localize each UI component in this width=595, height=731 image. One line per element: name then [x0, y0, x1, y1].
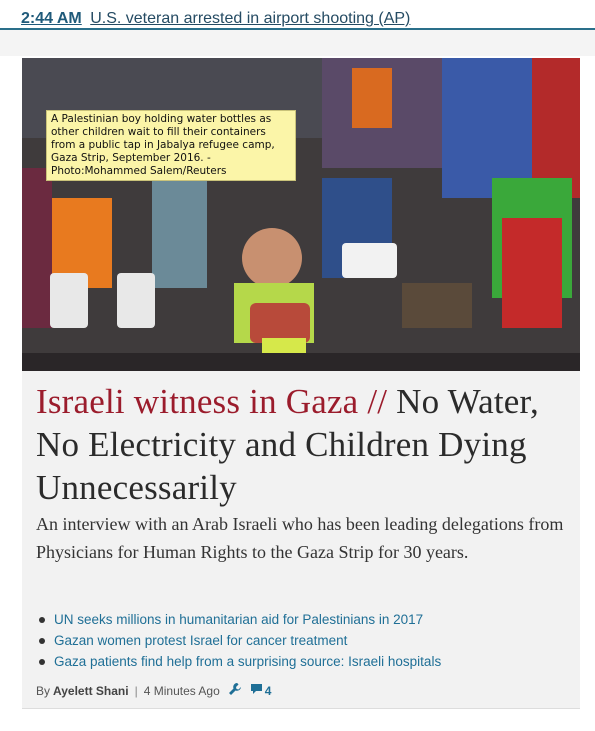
related-link-text[interactable]: Gaza patients find help from a surprising source: Israeli hospitals [54, 654, 442, 669]
byline-prefix: By [36, 683, 51, 698]
related-link[interactable] [36, 630, 441, 651]
comment-count[interactable]: 4 [264, 683, 272, 698]
related-links-list [36, 609, 441, 672]
related-link[interactable] [36, 609, 441, 630]
card-divider [22, 708, 580, 709]
headline-title[interactable]: No Water, No Electricity and Children Dying Unnecessarily [36, 382, 539, 507]
byline-separator: | [134, 683, 138, 698]
ticker-time[interactable]: 2:44 AM [21, 10, 82, 27]
news-ticker [0, 0, 595, 30]
photo-caption: A Palestinian boy holding water bottles as other children wait to fill their containers from a public tap in Jabalya refugee camp, Gaza Strip, September 2016. - Photo:Mohammed Salem/Reuters [46, 110, 296, 181]
article-card [22, 58, 580, 708]
article-headline[interactable] [36, 380, 576, 509]
ticker-spacer [0, 30, 595, 56]
related-link-text[interactable]: Gazan women protest Israel for cancer treatment [54, 633, 348, 648]
author-link[interactable]: Ayelett Shani [53, 683, 129, 698]
speech-bubble-icon[interactable] [250, 683, 263, 698]
bullet-icon [39, 638, 45, 644]
ticker-headline-link[interactable]: U.S. veteran arrested in airport shooting (AP) [90, 10, 411, 27]
photo-illustration [22, 58, 580, 371]
byline [36, 682, 271, 699]
headline-kicker[interactable]: Israeli witness in Gaza [36, 382, 359, 421]
bullet-icon [39, 617, 45, 623]
article-summary: An interview with an Arab Israeli who has been leading delegations from Physicians for Human Rights to the Gaza Strip for 30 years. [36, 514, 564, 562]
publish-time: 4 Minutes Ago [143, 683, 220, 698]
related-link[interactable] [36, 651, 441, 672]
ticker-line[interactable] [21, 10, 410, 28]
wrench-icon[interactable] [228, 682, 242, 699]
article-photo[interactable] [22, 58, 580, 371]
bullet-icon [39, 659, 45, 665]
headline-separator: // [367, 382, 388, 421]
related-link-text[interactable]: UN seeks millions in humanitarian aid for Palestinians in 2017 [54, 612, 424, 627]
